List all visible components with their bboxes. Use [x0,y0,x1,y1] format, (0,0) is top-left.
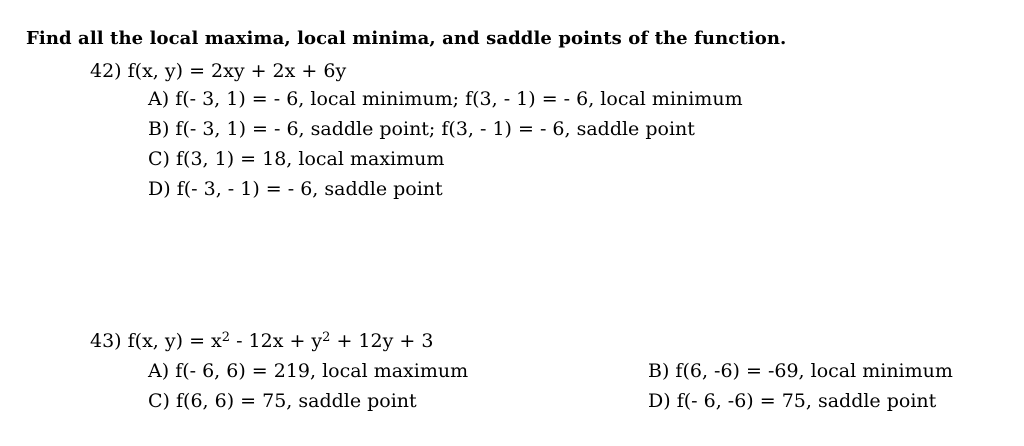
question-42-option-c [148,148,444,170]
option-letter: B) [148,118,170,140]
option-letter: A) [148,360,170,382]
exponent-2: 2 [322,330,331,345]
option-text: f(- 6, 6) = 219, local maximum [175,360,469,382]
question-function-part-c: + 12y + 3 [330,330,434,352]
option-letter: A) [148,88,170,110]
option-text: f(6, -6) = -69, local minimum [675,360,953,382]
question-42-option-a [148,88,743,110]
option-text: f(- 3, - 1) = - 6, saddle point [176,178,443,200]
option-text: f(- 3, 1) = - 6, saddle point; f(3, - 1) = - 6, saddle point [175,118,695,140]
question-function-part-a: f(x, y) = x [127,330,222,352]
instructions-heading: Find all the local maxima, local minima, and saddle points of the function. [26,28,787,49]
option-letter: D) [148,178,171,200]
option-text: f(- 6, -6) = 75, saddle point [676,390,937,412]
question-43-option-b [648,360,953,382]
question-function-part-b: - 12x + y [230,330,323,352]
question-43-option-d [648,390,936,412]
option-text: f(- 3, 1) = - 6, local minimum; f(3, - 1) = - 6, local minimum [175,88,743,110]
question-43-option-c [148,390,417,412]
question-42-stem [90,60,346,82]
option-letter: C) [148,148,170,170]
option-text: f(3, 1) = 18, local maximum [176,148,445,170]
exponent-1: 2 [221,330,231,345]
question-number: 42) [90,60,122,82]
question-43-option-a [148,360,468,382]
option-text: f(6, 6) = 75, saddle point [176,390,417,412]
question-number: 43) [90,330,122,352]
question-43-stem [90,330,433,352]
question-function: f(x, y) = 2xy + 2x + 6y [127,60,347,82]
option-letter: B) [648,360,670,382]
option-letter: D) [648,390,671,412]
option-letter: C) [148,390,170,412]
question-42-option-d [148,178,443,200]
question-42-option-b [148,118,695,140]
